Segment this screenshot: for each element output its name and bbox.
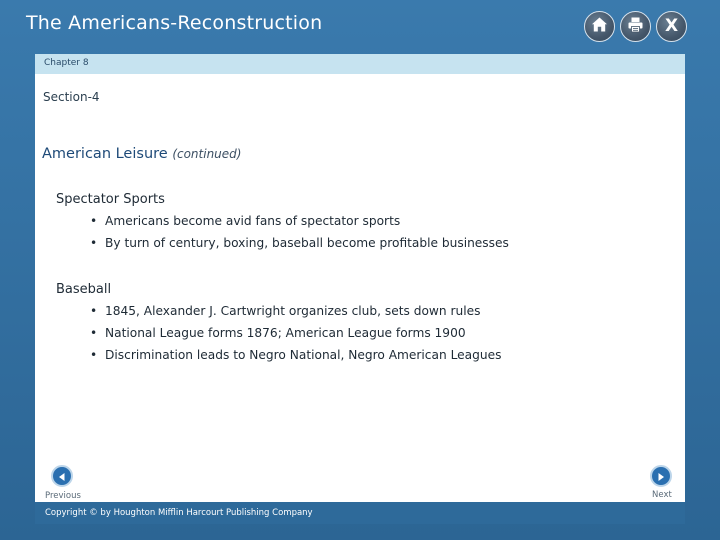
chapter-bar — [35, 54, 685, 74]
next-label[interactable]: Next — [652, 490, 672, 500]
heading-text: American Leisure — [42, 146, 168, 162]
block-title-spectator-sports: Spectator Sports — [56, 192, 165, 207]
close-button[interactable] — [656, 11, 687, 42]
close-icon: X — [664, 16, 679, 36]
print-button[interactable] — [620, 11, 651, 42]
next-button[interactable] — [650, 465, 672, 487]
slide-content — [35, 74, 685, 502]
copyright-text: Copyright © by Houghton Mifflin Harcourt Publishing Company — [45, 508, 313, 518]
bullet-text: Discrimination leads to Negro National, Negro American Leagues — [105, 348, 502, 362]
bullet-dot: • — [90, 214, 98, 228]
bullet-dot: • — [90, 326, 98, 340]
slide-heading — [42, 146, 241, 162]
page-title: The Americans-Reconstruction — [26, 12, 323, 34]
block-title-baseball: Baseball — [56, 282, 112, 297]
bullet-text: 1845, Alexander J. Cartwright organizes club, sets down rules — [105, 304, 481, 318]
arrow-right-icon — [656, 467, 666, 486]
bullet-dot: • — [90, 304, 98, 318]
previous-button[interactable] — [51, 465, 73, 487]
bullet-text: National League forms 1876; American League forms 1900 — [105, 326, 466, 340]
arrow-left-icon — [57, 467, 67, 486]
footer-bar — [35, 502, 685, 524]
printer-icon — [627, 16, 644, 37]
heading-suffix: (continued) — [172, 147, 242, 161]
bullet-text: By turn of century, boxing, baseball become profitable businesses — [105, 236, 509, 250]
bullet-dot: • — [90, 348, 98, 362]
bullet-text: Americans become avid fans of spectator sports — [105, 214, 401, 228]
previous-label[interactable]: Previous — [45, 491, 81, 501]
home-icon — [591, 16, 608, 37]
home-button[interactable] — [584, 11, 615, 42]
section-label: Section-4 — [43, 90, 100, 104]
bullet-dot: • — [90, 236, 98, 250]
chapter-label: Chapter 8 — [44, 58, 89, 68]
